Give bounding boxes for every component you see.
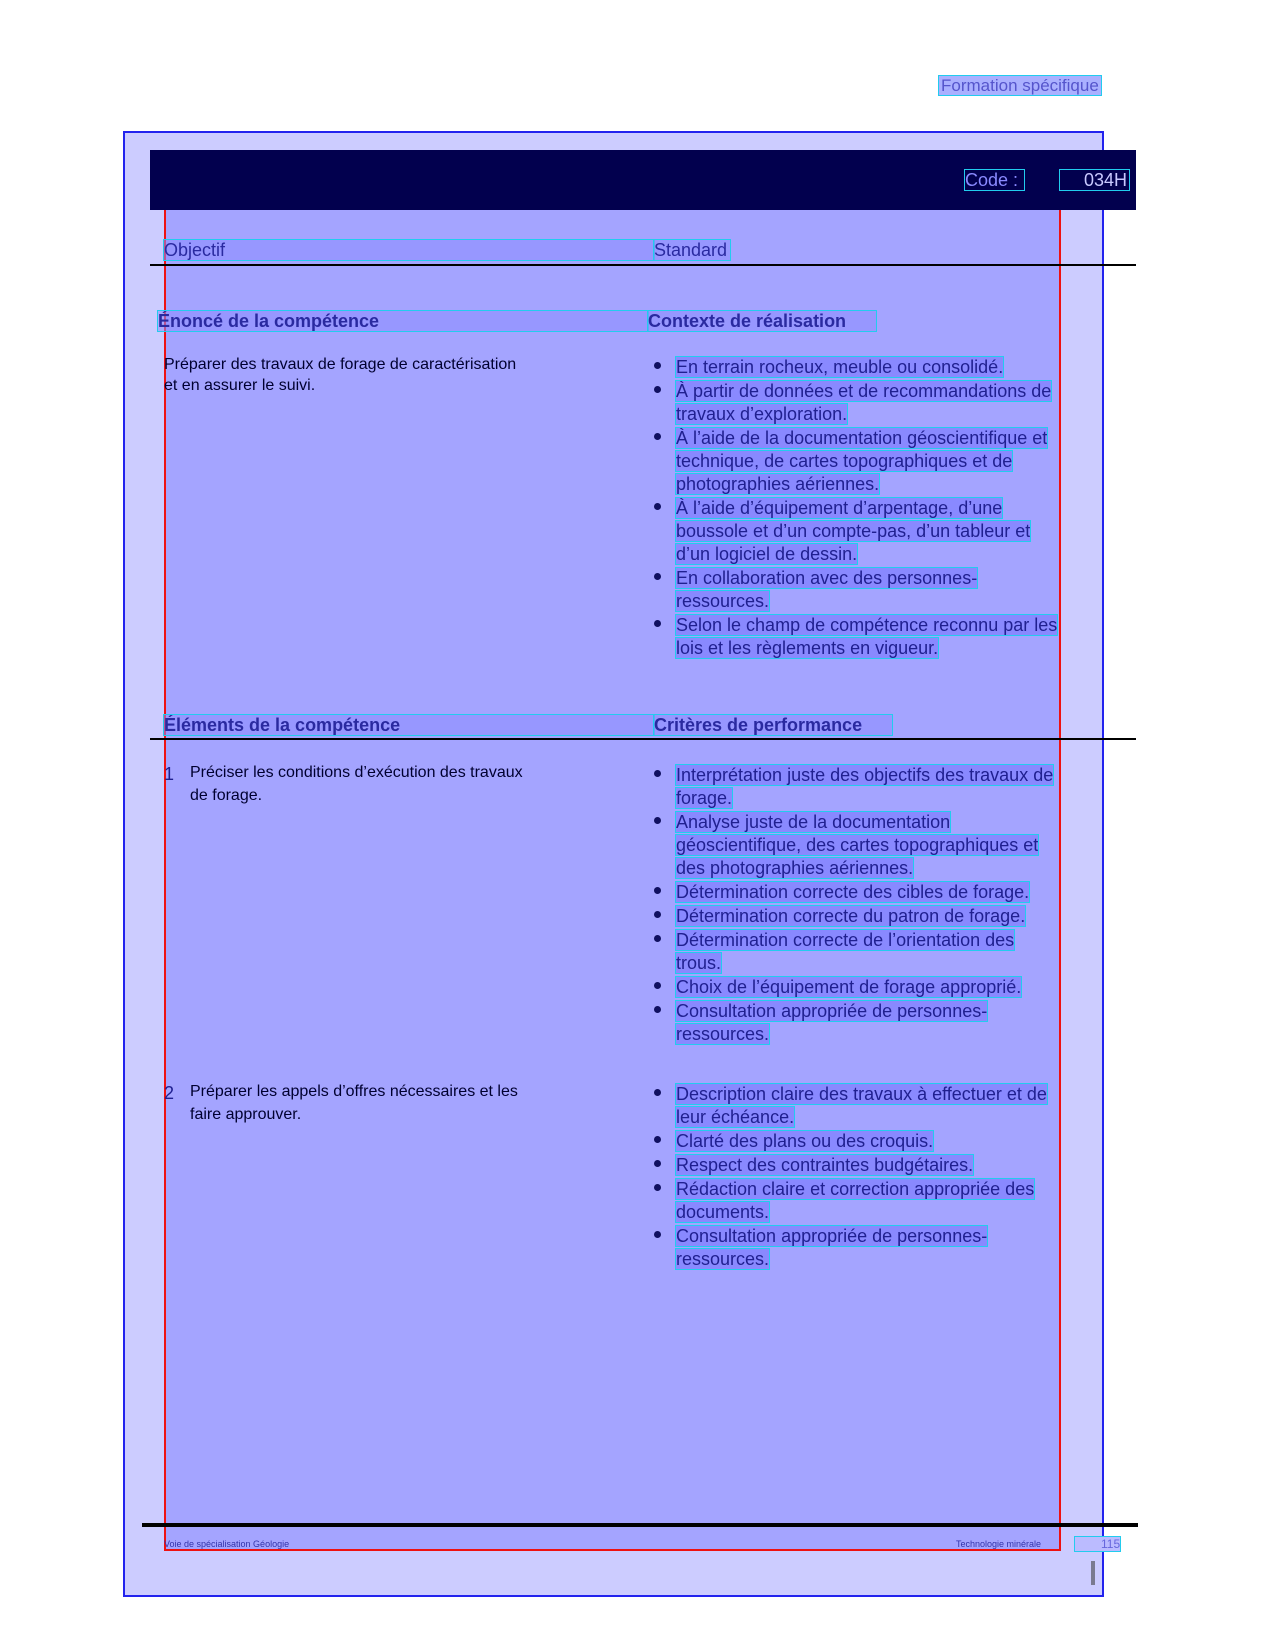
header-rule [150, 264, 1136, 266]
bullet-icon [654, 1006, 661, 1013]
criterion-line: Rédaction claire et correction appropriée des [676, 1179, 1035, 1199]
criteres-heading: Critères de performance [654, 715, 892, 735]
criterion-line: géoscientifique, des cartes topographiques et [676, 835, 1039, 855]
element-2-criteria [676, 1084, 1047, 1273]
bullet-icon [654, 620, 661, 627]
criterion-line: Détermination correcte du patron de forage. [676, 906, 1026, 926]
elements-heading: Éléments de la compétence [164, 715, 654, 735]
context-line: ressources. [676, 591, 770, 611]
criterion-line: Consultation appropriée de personnes- [676, 1001, 988, 1021]
bullet-icon [654, 982, 661, 989]
bullet-icon [654, 935, 661, 942]
criterion-line: Clarté des plans ou des croquis. [676, 1131, 934, 1151]
element-1 [164, 764, 654, 808]
context-item [676, 428, 1057, 494]
bullet-icon [654, 433, 661, 440]
standard-label: Standard [654, 240, 730, 260]
context-line: À l’aide d’équipement d’arpentage, d’une [676, 498, 1003, 518]
criterion-item [676, 1155, 1047, 1175]
context-item [676, 568, 1057, 611]
criterion-line: ressources. [676, 1249, 770, 1269]
context-item [676, 498, 1057, 564]
page-number: 115 [1075, 1537, 1120, 1551]
context-line: À l’aide de la documentation géoscientifique et [676, 428, 1048, 448]
bullet-icon [654, 817, 661, 824]
enonce-heading: Énoncé de la compétence [158, 311, 648, 331]
bullet-icon [654, 362, 661, 369]
element-text-line: Préparer les appels d’offres nécessaires et les [190, 1083, 518, 1100]
criterion-line: trous. [676, 953, 722, 973]
context-line: photographies aériennes. [676, 474, 880, 494]
criterion-line: Analyse juste de la documentation [676, 812, 951, 832]
criterion-item [676, 1226, 1047, 1269]
context-line: lois et les règlements en vigueur. [676, 638, 939, 658]
criterion-item [676, 977, 1053, 997]
contexte-heading: Contexte de réalisation [648, 311, 876, 331]
bullet-icon [654, 1136, 661, 1143]
criterion-item [676, 1131, 1047, 1151]
element-number: 2 [164, 1083, 175, 1103]
criterion-line: leur échéance. [676, 1107, 795, 1127]
context-line: travaux d’exploration. [676, 404, 848, 424]
footer-left-text: Voie de spécialisation Géologie [164, 1539, 290, 1549]
section-label: Formation spécifique [941, 76, 1099, 95]
bullet-icon [654, 887, 661, 894]
code-value: 034H [1060, 170, 1129, 190]
bullet-icon [654, 1231, 661, 1238]
criterion-line: forage. [676, 788, 733, 808]
context-line: technique, de cartes topographiques et de [676, 451, 1013, 471]
statement-line: Préparer des travaux de forage de caractérisation [164, 356, 517, 373]
element-number: 1 [164, 764, 175, 784]
context-line: En collaboration avec des personnes- [676, 568, 978, 588]
criterion-line: documents. [676, 1202, 770, 1222]
criterion-line: des photographies aériennes. [676, 858, 914, 878]
criterion-item [676, 812, 1053, 878]
element-2 [164, 1083, 654, 1127]
context-item [676, 381, 1057, 424]
code-label: Code : [965, 170, 1024, 190]
criterion-line: ressources. [676, 1024, 770, 1044]
criterion-item [676, 765, 1053, 808]
bullet-icon [654, 503, 661, 510]
elements-rule [150, 738, 1136, 740]
criterion-line: Choix de l’équipement de forage approprié. [676, 977, 1022, 997]
bullet-icon [654, 1184, 661, 1191]
criterion-item [676, 906, 1053, 926]
element-text-line: Préciser les conditions d’exécution des travaux [190, 764, 523, 781]
criterion-item [676, 930, 1053, 973]
context-line: Selon le champ de compétence reconnu par les [676, 615, 1058, 635]
page-marker [1091, 1561, 1095, 1585]
context-line: En terrain rocheux, meuble ou consolidé. [676, 357, 1004, 377]
criterion-item [676, 1001, 1053, 1044]
criterion-line: Description claire des travaux à effectuer et de [676, 1084, 1047, 1104]
criterion-line: Détermination correcte des cibles de forage. [676, 882, 1030, 902]
criterion-item [676, 1084, 1047, 1127]
criterion-line: Respect des contraintes budgétaires. [676, 1155, 974, 1175]
element-text-line: de forage. [190, 787, 263, 804]
bullet-icon [654, 573, 661, 580]
context-line: boussole et d’un compte-pas, d’un tableur et [676, 521, 1031, 541]
footer-rule [142, 1523, 1138, 1527]
criterion-item [676, 882, 1053, 902]
bullet-icon [654, 386, 661, 393]
criterion-line: Détermination correcte de l’orientation des [676, 930, 1015, 950]
element-text-line: faire approuver. [190, 1106, 302, 1123]
criterion-line: Interprétation juste des objectifs des travaux de [676, 765, 1054, 785]
context-item [676, 615, 1057, 658]
statement-line: et en assurer le suivi. [164, 377, 316, 394]
context-list [676, 357, 1057, 662]
objectif-label: Objectif [164, 240, 654, 260]
bullet-icon [654, 770, 661, 777]
element-1-criteria [676, 765, 1053, 1048]
bullet-icon [654, 1089, 661, 1096]
competence-statement [164, 356, 654, 398]
bullet-icon [654, 1160, 661, 1167]
criterion-item [676, 1179, 1047, 1222]
context-item [676, 357, 1057, 377]
bullet-icon [654, 911, 661, 918]
footer-right-text: Technologie minérale [956, 1539, 1042, 1549]
criterion-line: Consultation appropriée de personnes- [676, 1226, 988, 1246]
context-line: À partir de données et de recommandations de [676, 381, 1052, 401]
context-line: d’un logiciel de dessin. [676, 544, 858, 564]
